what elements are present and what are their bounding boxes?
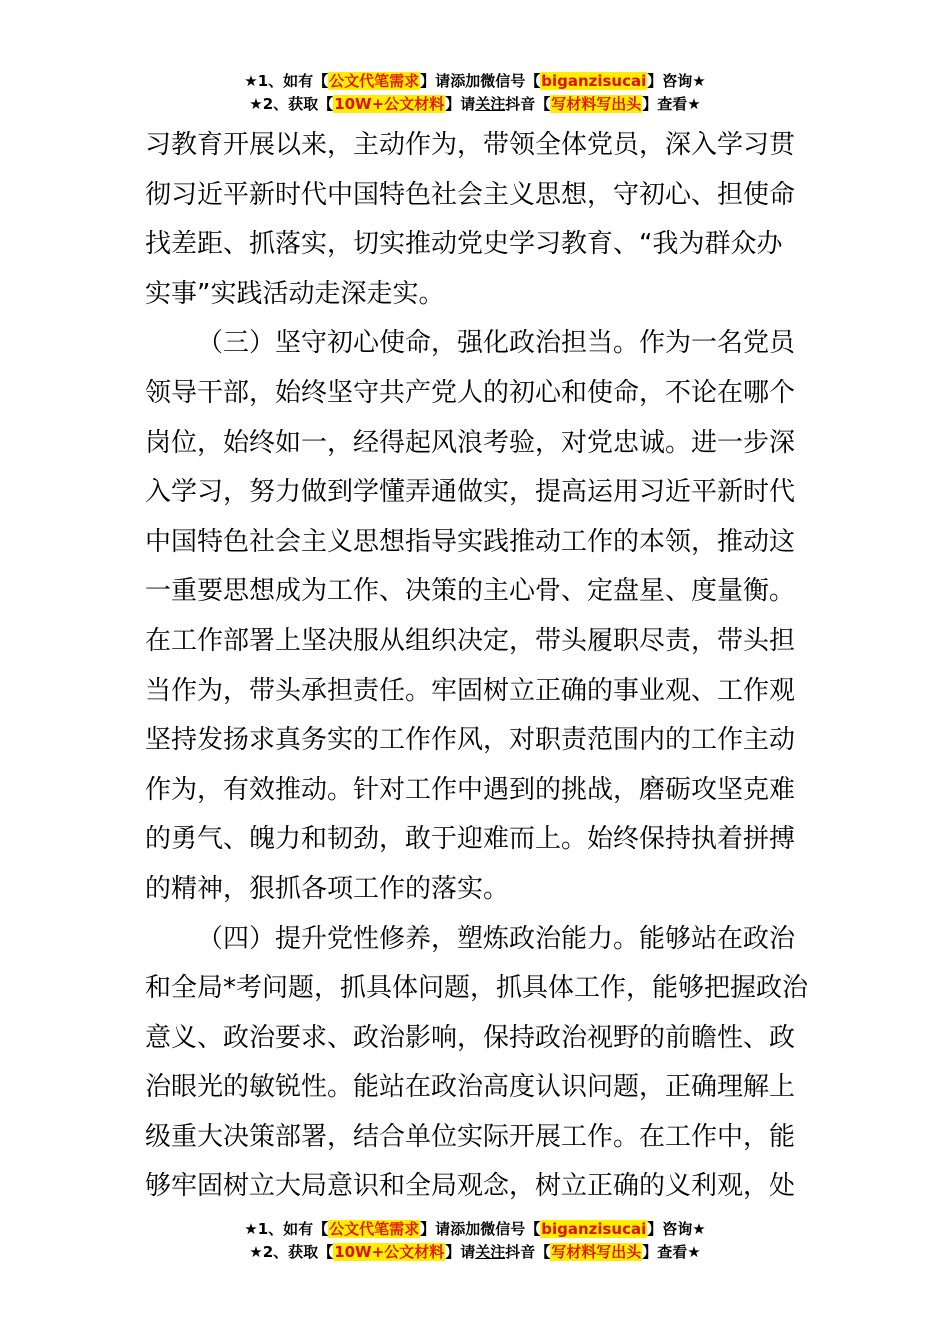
text-line: 习教育开展以来，主动作为，带领全体党员，深入学习贯 <box>145 130 796 160</box>
text-line: 一重要思想成为工作、决策的主心骨、定盘星、度量衡。 <box>145 576 796 607</box>
text-line: 治眼光的敏锐性。能站在政治高度认识问题，正确理解上 <box>145 1072 796 1103</box>
text-line: 实事”实践活动走深走实。 <box>145 278 445 309</box>
highlight-wechat-id: biganzisucai <box>541 72 647 90</box>
text-line: 够牢固树立大局意识和全局观念，树立正确的义利观，处 <box>145 1171 796 1202</box>
footer-banner <box>0 1218 950 1264</box>
banner-line-1: ★1、如有【公文代笔需求】请添加微信号【biganzisucai】咨询★ <box>244 72 706 90</box>
text-line: 领导干部，始终坚守共产党人的初心和使命，不论在哪个 <box>145 377 796 408</box>
banner-line-2: ★2、获取【10W+公文材料】请关注抖音【写材料写出头】查看★ <box>249 95 701 113</box>
highlight-douyin: 写材料写出头 <box>551 95 642 113</box>
text-line: 在工作部署上坚决服从组织决定，带头履职尽责，带头担 <box>145 625 796 656</box>
text-line: 找差距、抓落实，切实推动党史学习教育、“我为群众办 <box>145 229 783 260</box>
text-line: 意义、政治要求、政治影响，保持政治视野的前瞻性、政 <box>145 1022 796 1053</box>
text-line: 作为，有效推动。针对工作中遇到的挑战，磨砺攻坚克难 <box>145 774 796 805</box>
section-heading-four: （四）提升党性修养，塑炼政治能力。能够站在政治 <box>197 923 796 954</box>
text-line: 的精神，狠抓各项工作的落实。 <box>145 873 510 904</box>
highlight-service: 公文代笔需求 <box>329 72 420 90</box>
highlight-douyin: 写材料写出头 <box>551 1243 642 1261</box>
text-line: 彻习近平新时代中国特色社会主义思想，守初心、担使命 <box>145 179 796 210</box>
highlight-wechat-id: biganzisucai <box>541 1220 647 1238</box>
text-line: 坚持发扬求真务实的工作作风，对职责范围内的工作主动 <box>145 725 796 756</box>
text-line: 入学习，努力做到学懂弄通做实，提高运用习近平新时代 <box>145 477 796 508</box>
text-line: 的勇气、魄力和韧劲，敢于迎难而上。始终保持执着拼搏 <box>145 824 796 855</box>
highlight-materials: 10W+公文材料 <box>334 95 445 113</box>
highlight-service: 公文代笔需求 <box>329 1220 420 1238</box>
document-body <box>145 121 815 1212</box>
text-line: 和全局*考问题，抓具体问题，抓具体工作，能够把握政治 <box>145 973 809 1004</box>
banner-line-1: ★1、如有【公文代笔需求】请添加微信号【biganzisucai】咨询★ <box>244 1220 706 1238</box>
text-line: 级重大决策部署，结合单位实际开展工作。在工作中，能 <box>145 1121 796 1152</box>
text-line: 中国特色社会主义思想指导实践推动工作的本领，推动这 <box>145 526 796 557</box>
highlight-materials: 10W+公文材料 <box>334 1243 445 1261</box>
text-line: 岗位，始终如一，经得起风浪考验，对党忠诚。进一步深 <box>145 427 796 458</box>
text-line: 当作为，带头承担责任。牢固树立正确的事业观、工作观 <box>145 675 796 706</box>
section-heading-three: （三）坚守初心使命，强化政治担当。作为一名党员 <box>197 328 796 359</box>
banner-line-2: ★2、获取【10W+公文材料】请关注抖音【写材料写出头】查看★ <box>249 1243 701 1261</box>
header-banner <box>0 70 950 116</box>
